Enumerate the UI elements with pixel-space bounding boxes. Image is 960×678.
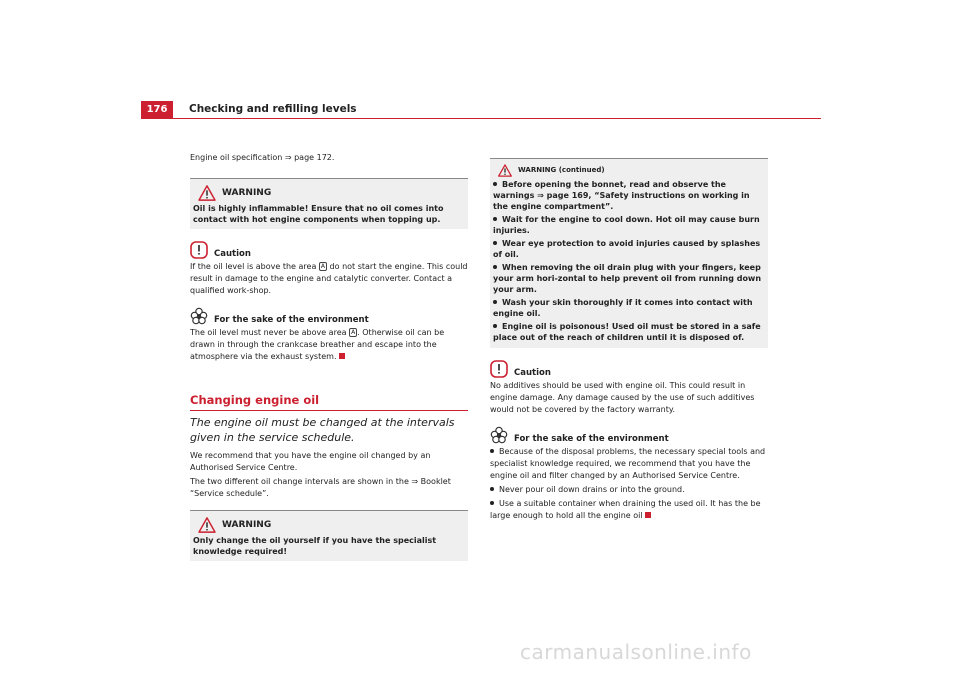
warning-triangle-icon [198,185,216,201]
warning-bullet-text: Wait for the engine to cool down. Hot oil may cause burn injuries. [493,215,760,235]
warning-text: Oil is highly inflammable! Ensure that no oil comes into contact with hot engine components when topping up. [193,204,444,224]
warning-triangle-icon [198,517,216,533]
warning-bullet [493,214,765,236]
environment-bullet [490,446,768,482]
bullet-icon [493,241,497,245]
warning-bullet [493,238,765,260]
watermark: carmanualsonline.info [520,640,752,664]
warning-bullet-text: Before opening the bonnet, read and observe the warnings ⇒ page 169, “Safety instructions on working in the engine compartment”. [493,180,750,211]
environment-bullet [490,484,768,496]
warning-continued-box [490,158,768,348]
caution-header [190,241,468,259]
environment-text-part: . Otherwise oil can be drawn in through the crankcase breather and escape into the atmosphere via the exhaust system. [190,328,445,361]
warning-header [493,163,765,177]
warning-bullet [493,262,765,295]
warning-title: WARNING [222,188,272,198]
area-marker: A [351,329,356,336]
environment-header [190,307,468,325]
warning-box [190,510,468,561]
environment-flower-icon [190,307,208,325]
warning-header [193,517,465,533]
warning-bullet [493,179,765,212]
spec-line: Engine oil specification ⇒ page 172. [190,153,335,162]
caution-text-part: do not start the engine. This could result in damage to the engine and catalytic converter. Contact a qualified work-shop. [190,262,468,295]
section-paragraph: The two different oil change intervals are shown in the ⇒ Booklet “Service schedule”. [190,477,451,498]
warning-triangle-icon [498,164,512,177]
section-end-mark [339,353,345,359]
environment-bullet [490,498,768,522]
environment-text [190,327,468,363]
environment-title: For the sake of the environment [214,315,369,325]
left-column [190,152,468,561]
environment-bullet-text: Because of the disposal problems, the necessary special tools and specialist knowledge required, we recommend that you have the engine oil and filter changed by an Authorised Service Centre. [490,447,766,480]
warning-bullet-text: Wash your skin thoroughly if it comes into contact with engine oil. [493,298,753,318]
caution-text-part: If the oil level is above the area [190,262,319,271]
caution-text: No additives should be used with engine oil. This could result in engine damage. Any damage caused by the use of such additives would not be covered by the factory warranty. [490,381,755,414]
section-paragraph: We recommend that you have the engine oil changed by an Authorised Service Centre. [190,451,431,472]
warning-bullet [493,321,765,343]
bullet-icon [493,182,497,186]
warning-bullet [493,297,765,319]
page-number: 176 [141,101,173,119]
chapter-title: Checking and refilling levels [189,103,357,115]
warning-title: WARNING (continued) [518,166,605,174]
bullet-icon [490,501,494,505]
bullet-icon [490,487,494,491]
bullet-icon [493,265,497,269]
warning-title: WARNING [222,520,272,530]
environment-text-part: The oil level must never be above area [190,328,350,337]
environment-bullet-text: Use a suitable container when draining the used oil. It has the be large enough to hold all the engine oil [490,499,761,520]
area-marker: A [320,263,326,270]
caution-header [490,360,768,378]
section-subtitle: The engine oil must be changed at the intervals given in the service schedule. [190,416,455,444]
environment-header [490,426,768,444]
caution-text [190,261,468,297]
warning-box [190,178,468,229]
caution-title: Caution [514,368,551,378]
bullet-icon [490,449,494,453]
environment-flower-icon [490,426,508,444]
caution-exclamation-icon [490,360,508,378]
caution-exclamation-icon [190,241,208,259]
environment-bullet-text: Never pour oil down drains or into the ground. [499,485,685,494]
warning-text: Only change the oil yourself if you have the specialist knowledge required! [193,536,437,556]
warning-bullet-text: When removing the oil drain plug with your fingers, keep your arm hori-zontal to help prevent oil from running down your arm. [493,263,762,294]
section-title: Changing engine oil [190,393,468,411]
right-column [490,158,768,522]
warning-bullet-text: Engine oil is poisonous! Used oil must be stored in a safe place out of the reach of children until it is disposed of. [493,322,761,342]
page-header [141,101,821,119]
bullet-icon [493,300,497,304]
caution-title: Caution [214,249,251,259]
warning-bullet-text: Wear eye protection to avoid injuries caused by splashes of oil. [493,239,761,259]
bullet-icon [493,217,497,221]
section-end-mark [645,512,651,518]
warning-header [193,185,465,201]
environment-title: For the sake of the environment [514,434,669,444]
bullet-icon [493,324,497,328]
